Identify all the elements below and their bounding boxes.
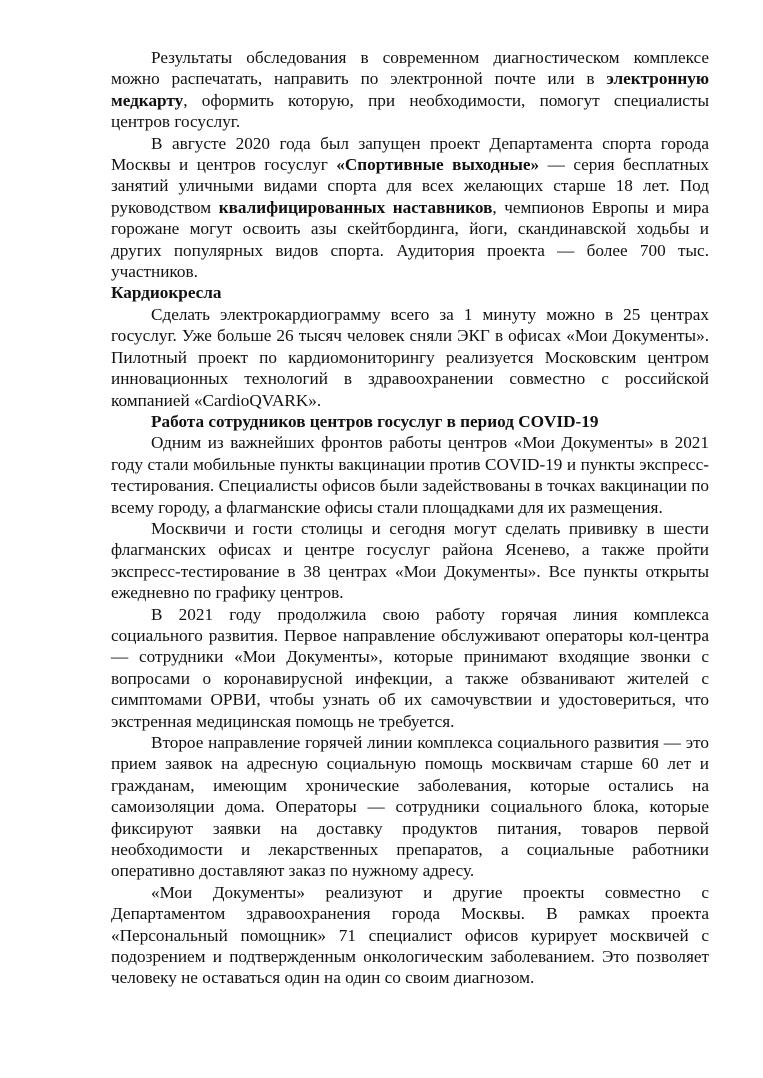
paragraph-vaccination-points: Одним из важнейших фронтов работы центров «Мои Документы» в 2021 году стали мобильные пункты вакцинации против COVID-19 и пункты экспресс-тестирования. Специалисты офисов были задействованы в точках вакцинации по всему городу, а флагманские офисы стали площадками для их размещения. <box>111 433 709 517</box>
emphasis-sport-weekends: «Спортивные выходные» <box>336 155 540 175</box>
paragraph-text: , чемпионов Европы и мира горожане могут освоить азы скейтбординга, йоги, скандинавской ходьбы и других популярных видов спорта. Аудитория проекта — более 700 тыс. участников. <box>111 197 709 282</box>
paragraph-hotline-second: Второе направление горячей линии комплекса социального развития — это прием заявок на адресную социальную помощь москвичам старше 60 лет и гражданам, имеющим хронические заболевания, которые остались на самоизоляции дома. Операторы — сотрудники социального блока, которые фиксируют заявки на доставку продуктов питания, товаров первой необходимости и лекарственных препаратов, а социальные работники оперативно доставляют заказ по нужному адресу. <box>111 733 709 881</box>
emphasis-electronic-medcard: электронную медкарту <box>111 69 709 110</box>
paragraph-sport-weekends <box>111 133 709 283</box>
paragraph-medcard <box>111 47 709 133</box>
paragraph-text: Результаты обследования в современном диагностическом комплексе можно распечатать, направить по электронной почте или в <box>111 48 709 89</box>
paragraph-health-projects: «Мои Документы» реализуют и другие проекты совместно с Департаментом здравоохранения города Москвы. В рамках проекта «Персональный помощник» 71 специалист офисов курирует москвичей с подозрением и подтвержденным онкологическим заболеванием. Это позволяет человеку не оставаться один на один со своим диагнозом. <box>111 882 709 988</box>
document-page <box>111 47 709 989</box>
heading-cardio-chairs: Кардиокресла <box>111 283 222 303</box>
paragraph-hotline-first: В 2021 году продолжила свою работу горячая линия комплекса социального развития. Первое направление обслуживают операторы кол-центра — сотрудники «Мои Документы», которые принимают входящие звонки с вопросами о коронавирусной инфекции, а также обзванивают жителей с симптомами ОРВИ, чтобы узнать об их самочувствии и удостовериться, что экстренная медицинская помощь не требуется. <box>111 604 709 731</box>
heading-covid-work: Работа сотрудников центров госуслуг в период COVID-19 <box>151 411 599 431</box>
paragraph-flagship-offices: Москвичи и гости столицы и сегодня могут сделать прививку в шести флагманских офисах и центре госуслуг района Ясенево, а также пройти экспресс-тестирование в 38 центрах «Мои Документы». Все пункты открыты ежедневно по графику центров. <box>111 518 709 603</box>
paragraph-text: — серия бесплатных занятий уличными видами спорта для всех желающих старше 18 лет. Под руководством <box>111 155 709 217</box>
emphasis-qualified-mentors: квалифицированных наставников <box>218 197 493 217</box>
paragraph-ecg: Сделать электрокардиограмму всего за 1 минуту можно в 25 центрах госуслуг. Уже больше 26 тысяч человек сняли ЭКГ в офисах «Мои Документы». Пилотный проект по кардиомониторингу реализуется Московским центром инновационных технологий в здравоохранении совместно с российской компанией «CardioQVARK». <box>111 304 709 410</box>
paragraph-text: , оформить которую, при необходимости, помогут специалисты центров госуслуг. <box>111 90 709 132</box>
paragraph-text: В августе 2020 года был запущен проект Департамента спорта города Москвы и центров госуслуг <box>111 133 709 175</box>
